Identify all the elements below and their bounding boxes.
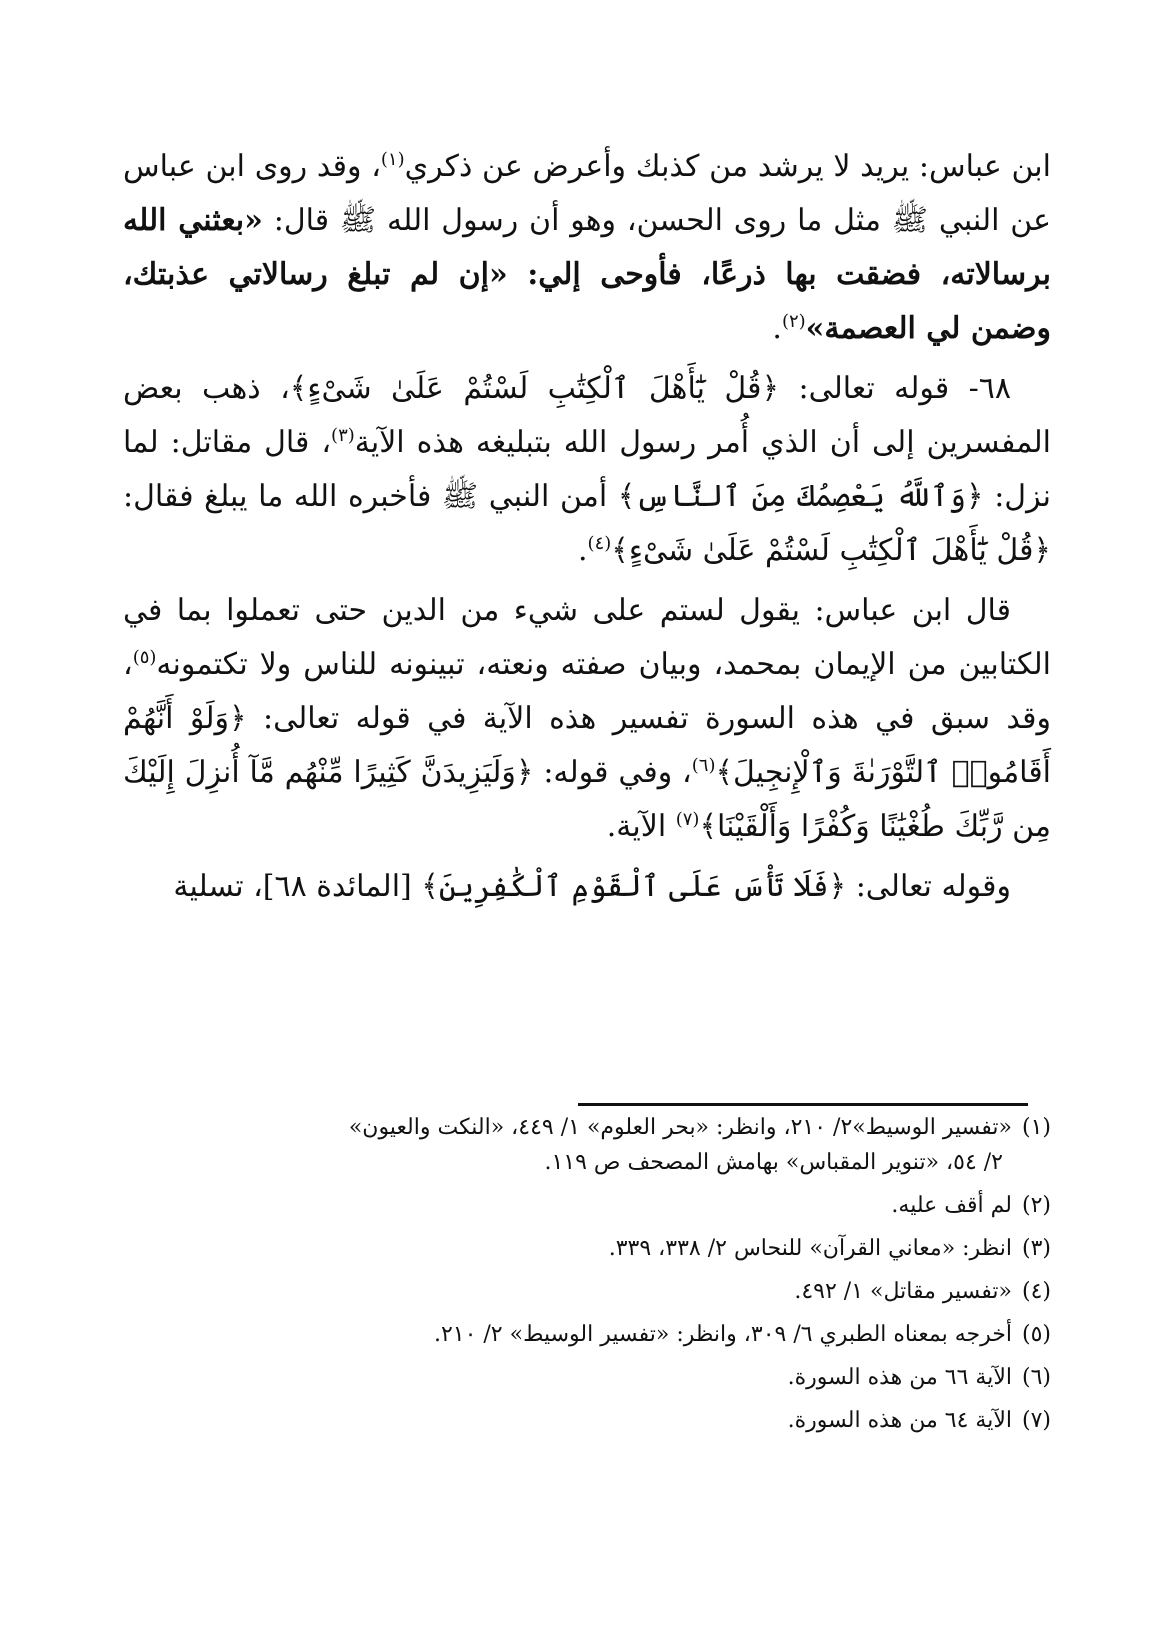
footnote-2 bbox=[123, 1188, 1051, 1223]
footnote-text: «تفسير مقاتل» ١/ ٤٩٢. bbox=[794, 1279, 1012, 1304]
footnote-ref: (٥) bbox=[132, 647, 157, 668]
footnote-text: الآية ٦٦ من هذه السورة. bbox=[787, 1365, 1012, 1390]
text-span: ، وقد روى ابن عباس عن النبي ﷺ مثل ما روى الحسن، وهو أن رسول الله ﷺ قال: bbox=[123, 149, 1051, 238]
footnote-ref: (١) bbox=[380, 149, 405, 170]
text-span: [المائدة ٦٨]، تسلية bbox=[173, 869, 422, 904]
footnote-6 bbox=[123, 1360, 1051, 1395]
footnote-text: انظر: «معاني القرآن» للنحاس ٢/ ٣٣٨، ٣٣٩. bbox=[608, 1236, 1012, 1261]
footnote-text: لم أقف عليه. bbox=[891, 1193, 1012, 1218]
paragraph-4 bbox=[123, 860, 1051, 914]
text-span: قال ابن عباس: يقول لستم على شيء من الدين حتى تعملوا بما في الكتابين من الإيمان بمحمد، وبيان صفته ونعته، تبينونه للناس ولا تكتمونه bbox=[123, 593, 1051, 682]
text-span: وقوله تعالى: bbox=[846, 869, 1011, 904]
text-span: ابن عباس: يريد لا يرشد من كذبك وأعرض عن ذكري bbox=[404, 149, 1051, 184]
text-span: ، وقد سبق في هذه السورة تفسير هذه الآية في قوله تعالى: bbox=[123, 647, 1052, 736]
paragraph-1 bbox=[123, 140, 1051, 356]
quran-verse: ﴿قُلْ يَٰٓأَهْلَ ٱلْكِتَٰبِ لَسْتُمْ عَلَىٰ شَىْءٍ﴾ bbox=[611, 533, 1051, 568]
footnote-ref: (٤) bbox=[587, 533, 612, 554]
text-span: ، وفي قوله: bbox=[533, 755, 692, 790]
footnote-5 bbox=[123, 1317, 1051, 1352]
footnote-text: «تفسير الوسيط»٢/ ٢١٠، وانظر: «بحر العلوم» ١/ ٤٤٩، «النكت والعيون» bbox=[348, 1115, 1012, 1140]
quran-verse: ﴿وَلَيَزِيدَنَّ كَثِيرًا مِّنْهُم مَّآ أُنزِلَ إِلَيْكَ مِن رَّبِّكَ طُغْيَٰنًا وَكُفْرًا وَأَلْقَيْنَا﴾ bbox=[123, 755, 1051, 844]
footnote-text: أخرجه بمعناه الطبري ٦/ ٣٠٩، وانظر: «تفسير الوسيط» ٢/ ٢١٠. bbox=[433, 1322, 1012, 1347]
footnote-3 bbox=[123, 1231, 1051, 1266]
footnote-number: (٣) bbox=[1021, 1236, 1051, 1261]
footnote-separator bbox=[578, 1103, 1028, 1106]
paragraph-2 bbox=[123, 362, 1051, 578]
footnote-ref: (٢) bbox=[781, 311, 806, 332]
footnote-number: (١) bbox=[1021, 1115, 1051, 1140]
footnote-number: (٥) bbox=[1021, 1322, 1051, 1347]
footnote-number: (٧) bbox=[1021, 1408, 1051, 1433]
text-span: . bbox=[772, 311, 782, 346]
text-span: أمن النبي ﷺ فأخبره الله ما يبلغ فقال: bbox=[123, 479, 618, 514]
footnote-number: (٤) bbox=[1021, 1279, 1051, 1304]
quran-verse: ﴿قُلْ يَٰٓأَهْلَ ٱلْكِتَٰبِ لَسْتُمْ عَلَىٰ شَىْءٍ﴾ bbox=[289, 371, 780, 406]
hadith-quote: «بعثني الله برسالاته، فضقت بها ذرعًا، فأوحى إلي: «إن لم تبلغ رسالاتي عذبتك، وضمن لي العصمة» bbox=[123, 203, 1051, 346]
footnote-1 bbox=[123, 1110, 1051, 1180]
footnote-4 bbox=[123, 1274, 1051, 1309]
footnote-continuation: ٢/ ٥٤، «تنوير المقباس» بهامش المصحف ص ١١٩. bbox=[544, 1150, 1003, 1175]
quran-verse: ﴿وَلَوْ أَنَّهُمْ أَقَامُوا۟ ٱلتَّوْرَىٰةَ وَٱلْإِنجِيلَ﴾ bbox=[123, 701, 1051, 790]
main-text bbox=[123, 140, 1051, 920]
text-span: الآية. bbox=[606, 809, 676, 844]
footnotes bbox=[123, 1110, 1051, 1446]
footnote-ref: (٣) bbox=[331, 425, 355, 446]
paragraph-3 bbox=[123, 584, 1051, 854]
text-span: ، قال مقاتل: لما نزل: bbox=[123, 425, 1052, 514]
footnote-ref: (٧) bbox=[675, 809, 700, 830]
footnote-ref: (٦) bbox=[691, 755, 716, 776]
text-span: ٦٨- قوله تعالى: bbox=[779, 371, 1011, 406]
quran-verse: ﴿فَلَا تَأْسَ عَلَى ٱلْقَوْمِ ٱلْكَٰفِرِينَ﴾ bbox=[421, 869, 847, 904]
quran-verse: ﴿وَٱللَّهُ يَعْصِمُكَ مِنَ ٱلنَّاسِ﴾ bbox=[617, 479, 984, 514]
footnote-number: (٦) bbox=[1021, 1365, 1051, 1390]
footnote-7 bbox=[123, 1403, 1051, 1438]
text-span: . bbox=[577, 533, 588, 568]
footnote-text: الآية ٦٤ من هذه السورة. bbox=[787, 1408, 1012, 1433]
footnote-number: (٢) bbox=[1021, 1193, 1051, 1218]
text-span: ، ذهب بعض المفسرين إلى أن الذي أُمر رسول الله بتبليغه هذه الآية bbox=[123, 371, 1051, 460]
